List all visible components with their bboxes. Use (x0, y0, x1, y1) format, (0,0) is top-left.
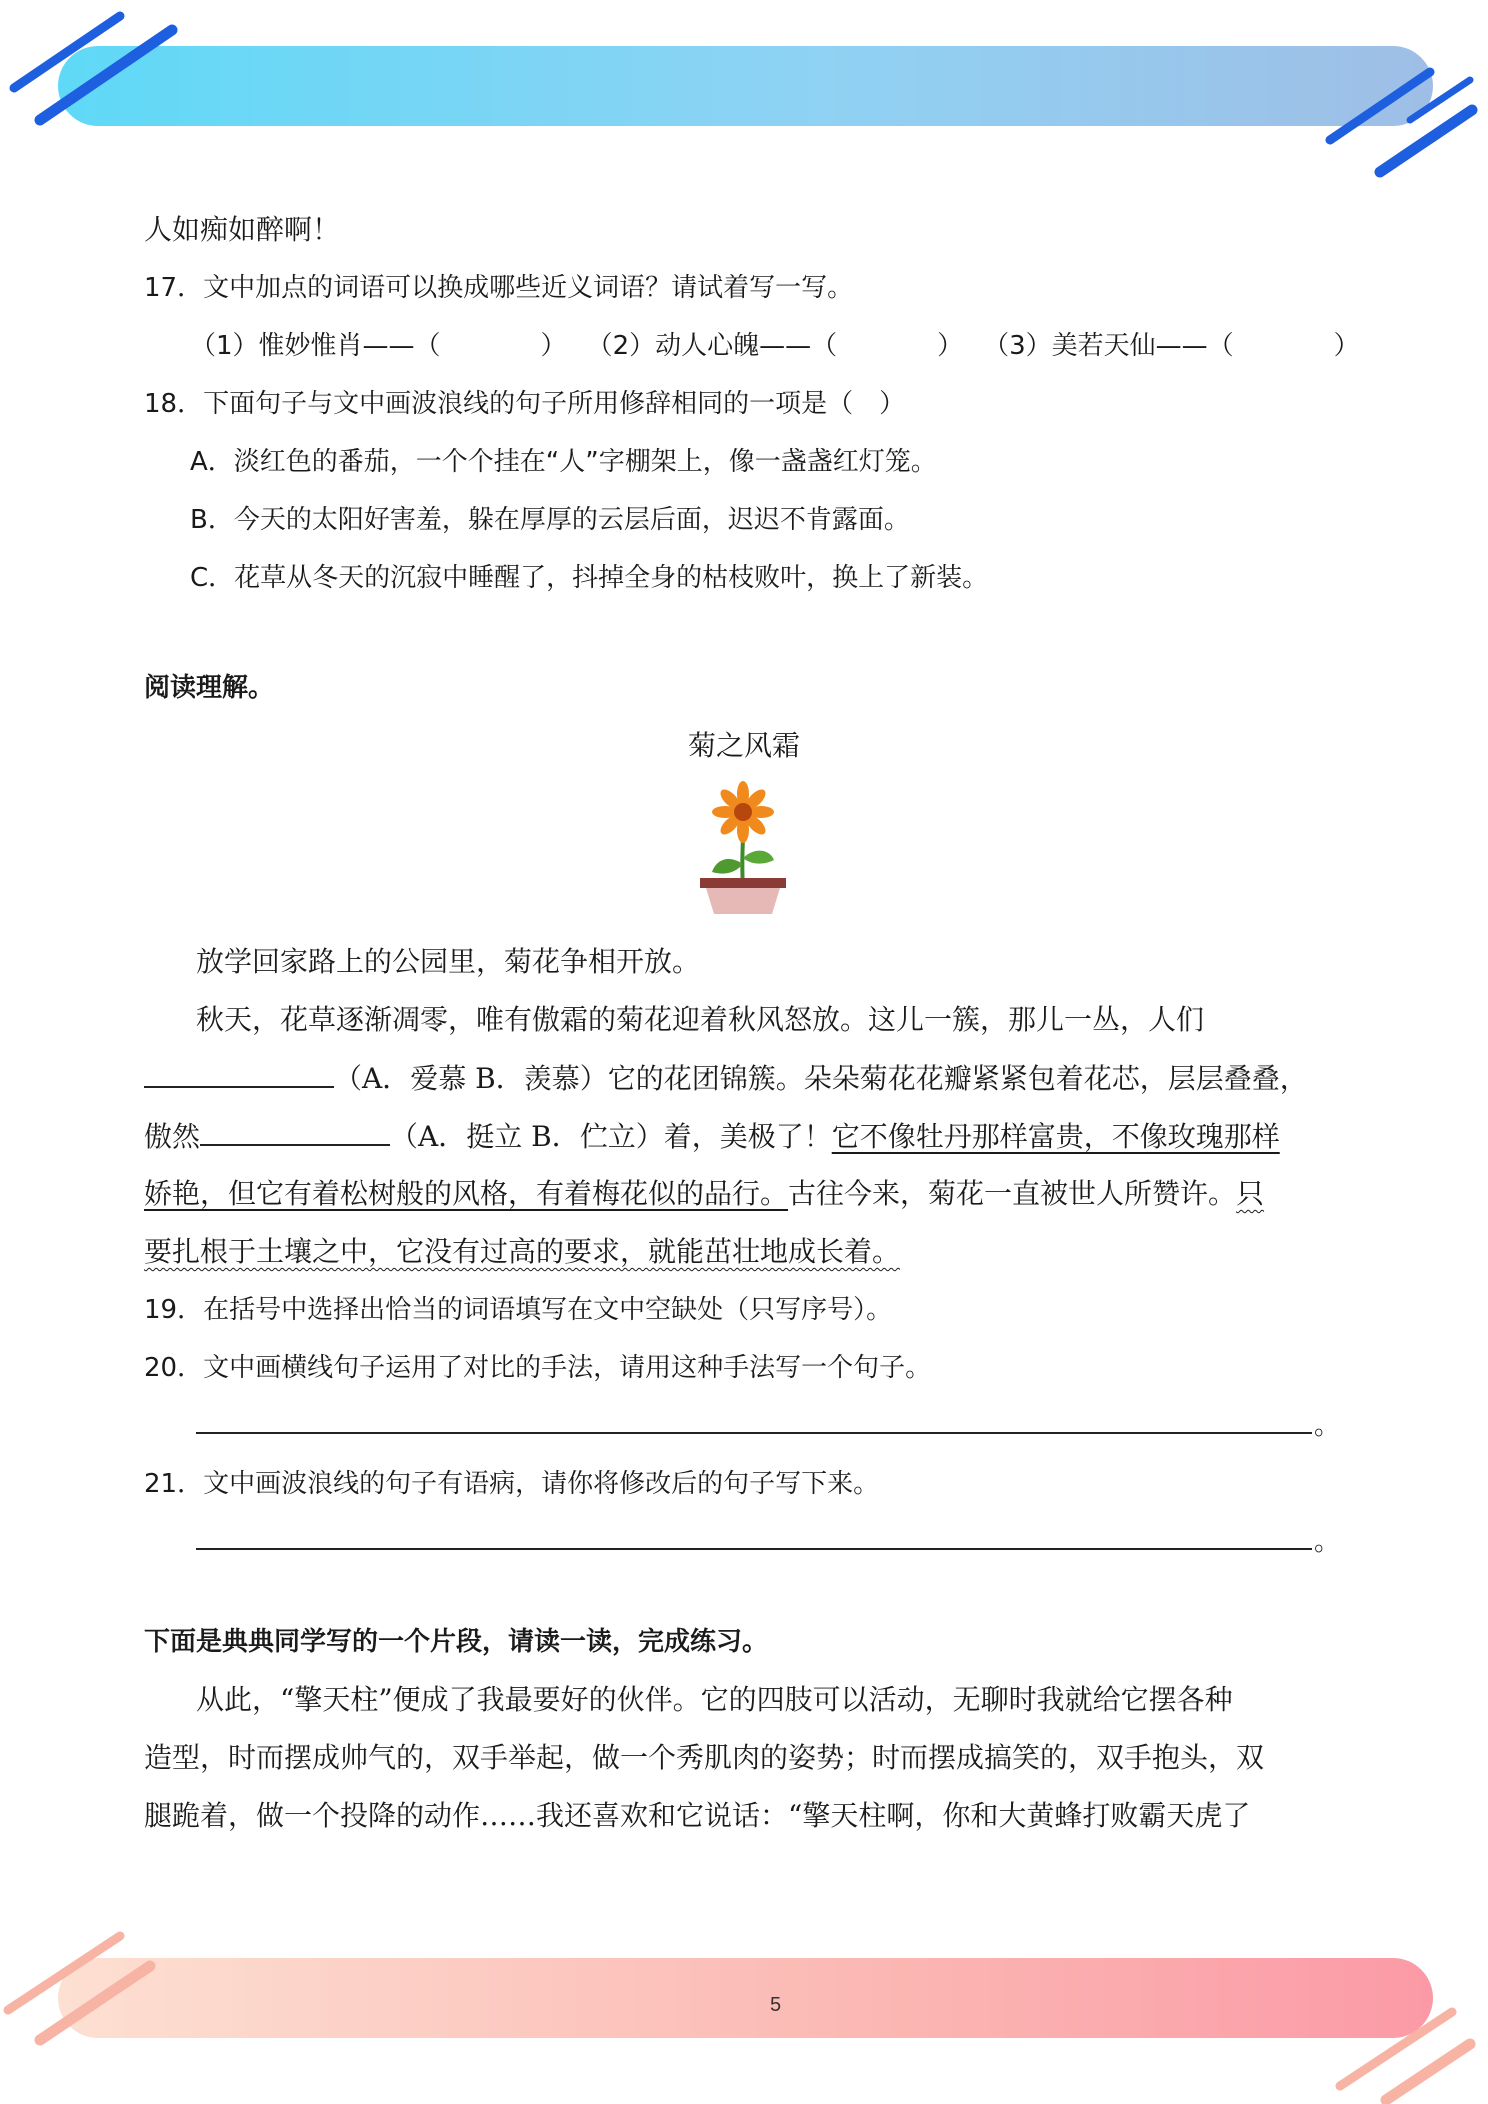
section-heading-excerpt: 下面是典典同学写的一个片段，请读一读，完成练习。 (144, 1627, 769, 1657)
excerpt-line-1: 从此，“擎天柱”便成了我最要好的伙伴。它的四肢可以活动，无聊时我就给它摆各种 (196, 1683, 1233, 1716)
fill-blank-2[interactable] (200, 1116, 390, 1146)
underlined-sentence-cont: 娇艳，但它有着松树般的风格，有着梅花似的品行。 (144, 1177, 789, 1210)
question-21: 21．文中画波浪线的句子有语病，请你将修改后的句子写下来。 (144, 1469, 880, 1499)
question-20: 20．文中画横线句子运用了对比的手法，请用这种手法写一个句子。 (144, 1353, 932, 1383)
underlined-sentence: 它不像牡丹那样富贵，不像玫瑰那样 (831, 1120, 1280, 1153)
excerpt-line-3: 腿跪着，做一个投降的动作……我还喜欢和它说话：“擎天柱啊，你和大黄蜂打败霸天虎了 (144, 1799, 1251, 1832)
text-line: 人如痴如醉啊！ (144, 213, 341, 246)
answer-line-21-end: 。 (1314, 1527, 1341, 1557)
section-heading-reading: 阅读理解。 (144, 673, 275, 703)
q18-option-b: B．今天的太阳好害羞，躲在厚厚的云层后面，迟迟不肯露面。 (190, 505, 910, 535)
wavy-sentence-cont: 要扎根于土壤之中，它没有过高的要求，就能茁壮地成长着。 (144, 1235, 901, 1268)
passage-paragraph-2-line-4: 娇艳，但它有着松树般的风格，有着梅花似的品行。古往今来，菊花一直被世人所赞许。只 (144, 1177, 1265, 1210)
q18-option-a: A．淡红色的番茄，一个个挂在“人”字棚架上，像一盏盏红灯笼。 (190, 447, 937, 477)
question-18: 18．下面句子与文中画波浪线的句子所用修辞相同的一项是（ ） (144, 389, 906, 419)
potted-chrysanthemum-icon (698, 780, 788, 916)
question-17: 17．文中加点的词语可以换成哪些近义词语？请试着写一写。 (144, 273, 854, 303)
passage-paragraph-2-line-1: 秋天，花草逐渐凋零，唯有傲霜的菊花迎着秋风怒放。这儿一簇，那儿一丛，人们 (196, 1003, 1205, 1036)
q17-option-2: （2）动人心魄——（ (586, 331, 838, 361)
fill-blank-1[interactable] (144, 1058, 334, 1088)
q17-option-3: （3）美若天仙——（ (983, 331, 1234, 361)
excerpt-line-2: 造型，时而摆成帅气的，双手举起，做一个秀肌肉的姿势；时而摆成搞笑的，双手抱头，双 (144, 1741, 1265, 1774)
question-17-options: （1）惟妙惟肖——（ ） （2）动人心魄——（ ） （3）美若天仙——（ ） (190, 331, 1360, 361)
q18-option-c: C．花草从冬天的沉寂中睡醒了，抖掉全身的枯枝败叶，换上了新装。 (190, 563, 989, 593)
wavy-sentence: 只 (1236, 1177, 1265, 1210)
passage-paragraph-2-line-2: （A．爱慕 B．羡慕）它的花团锦簇。朵朵菊花花瓣紧紧包着花芯，层层叠叠， (144, 1058, 1308, 1099)
passage-paragraph-2-line-5 (144, 1232, 900, 1272)
question-19: 19．在括号中选择出恰当的词语填写在文中空缺处（只写序号）。 (144, 1295, 893, 1325)
q17-option-1: （1）惟妙惟肖——（ (190, 331, 441, 361)
passage-paragraph-2-line-3: 傲然 （A．挺立 B．伫立）着，美极了！它不像牡丹那样富贵，不像玫瑰那样 (144, 1116, 1280, 1157)
header-stripes-decoration (0, 0, 1488, 200)
footer-stripes-decoration (0, 1900, 1488, 2104)
passage-paragraph-1: 放学回家路上的公园里，菊花争相开放。 (196, 945, 701, 978)
page-number: 5 (770, 1994, 782, 2016)
answer-line-20-end: 。 (1314, 1411, 1341, 1441)
passage-title: 菊之风霜 (688, 729, 801, 762)
answer-line-21[interactable] (196, 1548, 1312, 1550)
answer-line-20[interactable] (196, 1432, 1312, 1434)
